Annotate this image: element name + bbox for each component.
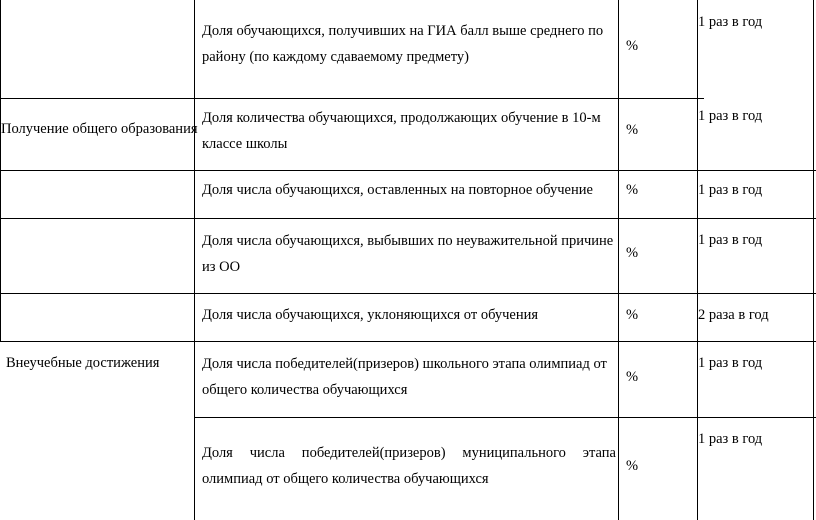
indicator-text <box>202 105 616 157</box>
frequency-cell: 1 раз в год <box>698 355 763 371</box>
column-divider <box>813 0 814 520</box>
indicator-text: олимпиад от общего количества обучающихся <box>202 471 489 487</box>
category-cell: Внеучебные достижения <box>6 355 160 371</box>
indicator-line: Доля числа обучающихся, выбывших по неуважительной причине <box>202 233 614 249</box>
column-divider <box>0 0 1 341</box>
indicator-text: Доля числа победителей(призеров) муниципального этапа <box>202 445 616 461</box>
frequency-cell: 1 раз в год <box>698 232 763 248</box>
column-divider <box>194 0 195 520</box>
category-cell: Получение общего образования <box>1 121 198 137</box>
indicator-line: району (по каждому сдаваемому предмету) <box>202 49 469 65</box>
indicator-line: Доля количества обучающихся, продолжающих обучение в 10-м <box>202 110 601 126</box>
unit-cell: % <box>626 245 639 261</box>
row-divider <box>0 98 704 99</box>
indicator-line: общего количества обучающихся <box>202 382 408 398</box>
frequency-cell: 1 раз в год <box>698 108 763 124</box>
indicator-text <box>202 18 616 70</box>
row-divider <box>0 293 816 294</box>
indicator-line: Доля числа победителей(призеров) школьного этапа олимпиад от <box>202 356 607 372</box>
frequency-cell: 1 раз в год <box>698 14 763 30</box>
row-divider <box>0 170 816 171</box>
frequency-cell: 2 раза в год <box>698 307 769 323</box>
row-divider <box>0 218 816 219</box>
unit-cell: % <box>626 38 639 54</box>
indicator-text: Доля числа обучающихся, уклоняющихся от обучения <box>202 307 539 323</box>
column-divider <box>618 0 619 520</box>
unit-cell: % <box>626 369 639 385</box>
unit-cell: % <box>626 307 639 323</box>
row-divider <box>0 341 816 342</box>
indicator-line: классе школы <box>202 136 288 152</box>
unit-cell: % <box>626 122 639 138</box>
indicator-line: Доля обучающихся, получивших на ГИА балл выше среднего по <box>202 23 604 39</box>
indicator-text <box>202 351 616 403</box>
frequency-cell: 1 раз в год <box>698 431 763 447</box>
indicator-text: Доля числа обучающихся, оставленных на повторное обучение <box>202 182 593 198</box>
indicator-line: из ОО <box>202 259 241 275</box>
row-divider <box>194 417 816 418</box>
unit-cell: % <box>626 182 639 198</box>
unit-cell: % <box>626 458 639 474</box>
indicator-text <box>202 228 616 280</box>
frequency-cell: 1 раз в год <box>698 182 763 198</box>
